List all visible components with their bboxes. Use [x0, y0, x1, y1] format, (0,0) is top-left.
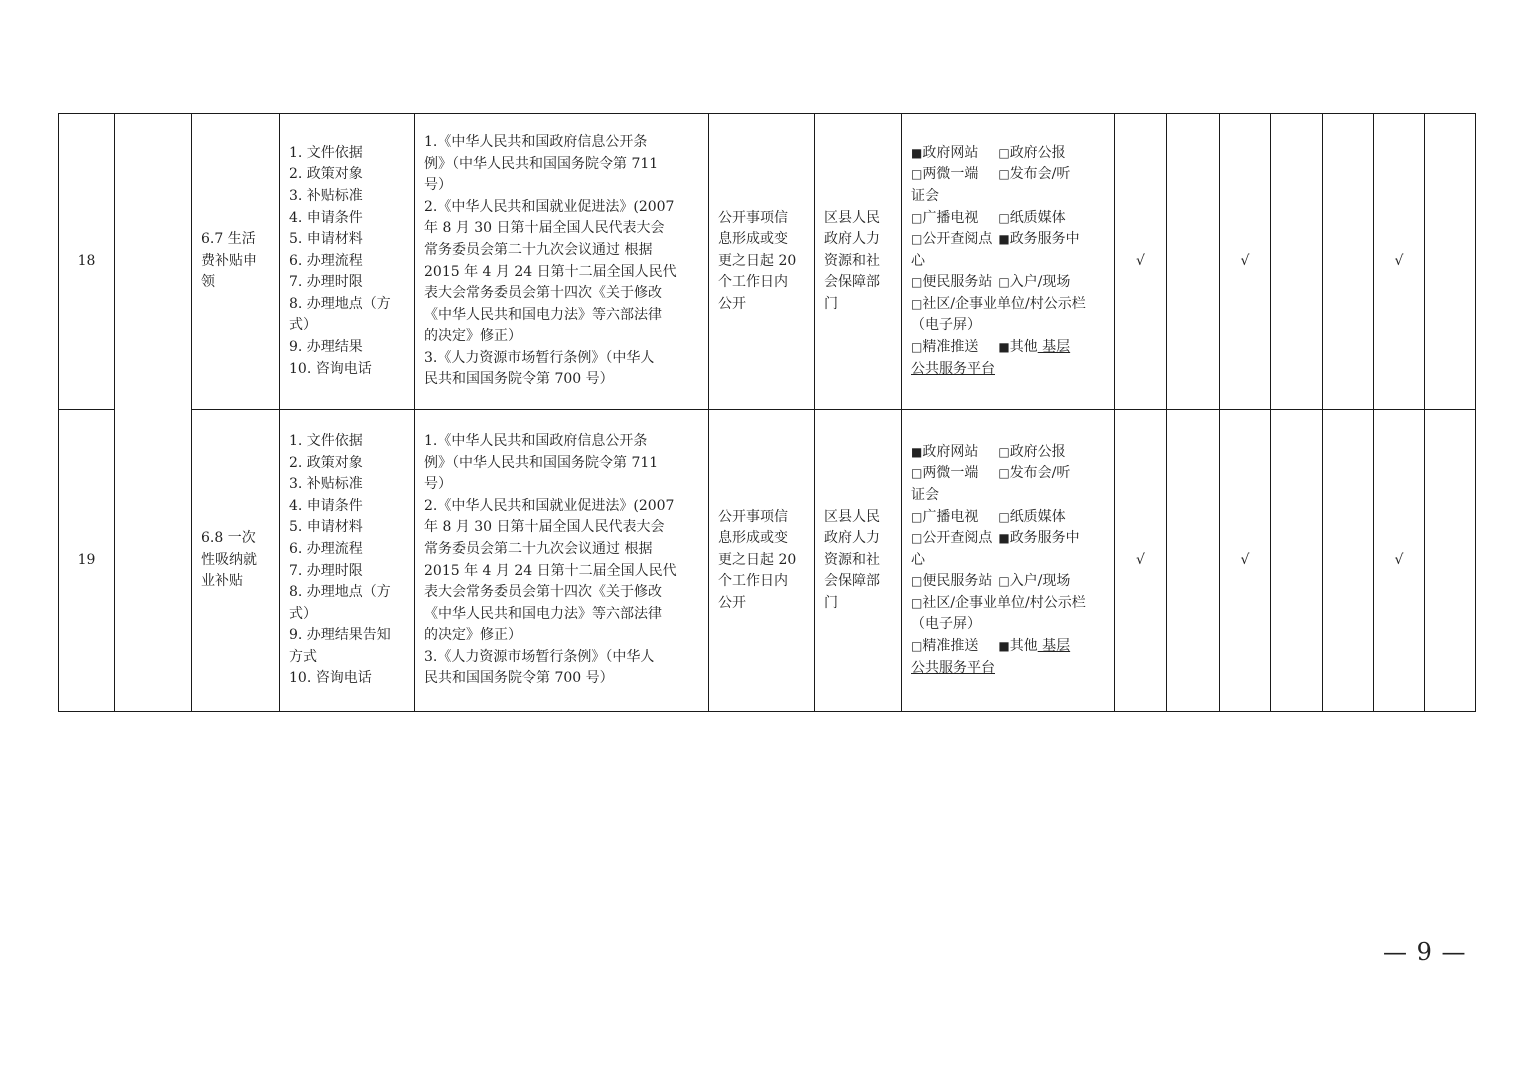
checkbox-icon: □ — [998, 509, 1010, 524]
checkbox-icon: □ — [998, 466, 1010, 481]
checkbox-icon: □ — [998, 167, 1010, 182]
checkbox-icon: □ — [911, 210, 923, 225]
time-limit: 公开事项信 息形成或变 更之日起 20 个工作日内 公开 — [709, 114, 815, 410]
check-mark — [1167, 114, 1220, 410]
checkbox-icon: ■ — [998, 531, 1010, 546]
check-mark: √ — [1220, 410, 1271, 712]
disclosure-contents: 1. 文件依据 2. 政策对象 3. 补贴标准 4. 申请条件 5. 申请材料 6. 办理流程 7. 办理时限 8. 办理地点（方 式） 9. 办理结果告知 方式 10. 咨询电话 — [280, 410, 415, 712]
legal-basis: 1.《中华人民共和国政府信息公开条 例》（中华人民共和国国务院令第 711 号） 2.《中华人民共和国就业促进法》(2007 年 8 月 30 日第十届全国人民代表大会 常务委员会第二十九次会议通过 根据 2015 年 4 月 24 日第十二届全国人民代 表大会常务委员会第十四次《关于修改 《中华人民共和国电力法》等六部法律 的决定》修正） 3.《人力资源市场暂行条例》（中华人 民共和国国务院令第 700 号） — [415, 410, 709, 712]
responsible-subject: 区县人民 政府人力 资源和社 会保障部 门 — [815, 114, 902, 410]
checkbox-icon: □ — [998, 444, 1010, 459]
check-mark — [1425, 114, 1476, 410]
checkbox-icon: □ — [911, 296, 923, 311]
disclosure-contents: 1. 文件依据 2. 政策对象 3. 补贴标准 4. 申请条件 5. 申请材料 6. 办理流程 7. 办理时限 8. 办理地点（方 式） 9. 办理结果 10. 咨询电话 — [280, 114, 415, 410]
checkbox-icon: □ — [911, 639, 923, 654]
category-cell — [115, 114, 192, 712]
checkbox-icon: □ — [911, 167, 923, 182]
responsible-subject: 区县人民 政府人力 资源和社 会保障部 门 — [815, 410, 902, 712]
check-mark — [1271, 410, 1323, 712]
legal-basis: 1.《中华人民共和国政府信息公开条 例》（中华人民共和国国务院令第 711 号） 2.《中华人民共和国就业促进法》(2007 年 8 月 30 日第十届全国人民代表大会 常务委员会第二十九次会议通过 根据 2015 年 4 月 24 日第十二届全国人民代 表大会常务委员会第十四次《关于修改 《中华人民共和国电力法》等六部法律 的决定》修正） 3.《人力资源市场暂行条例》（中华人 民共和国国务院令第 700 号） — [415, 114, 709, 410]
check-mark: √ — [1374, 410, 1425, 712]
time-limit: 公开事项信 息形成或变 更之日起 20 个工作日内 公开 — [709, 410, 815, 712]
checkbox-icon: □ — [911, 340, 923, 355]
check-mark — [1425, 410, 1476, 712]
checkbox-icon: □ — [998, 275, 1010, 290]
row-number: 18 — [59, 114, 115, 410]
check-mark — [1167, 410, 1220, 712]
check-mark — [1323, 410, 1374, 712]
page-number: — 9 — — [1383, 938, 1467, 966]
checkbox-icon: □ — [911, 574, 923, 589]
disclosure-channels: ■政府网站 □政府公报 □两微一端 □发布会/听 证会 □广播电视 □纸质媒体 □公开查阅点 ■政务服务中 心 □便民服务站 □入户/现场 □社区/企事业单位/村公示栏 （电子屏） □精准推送 ■其他 基层 公共服务平台 — [902, 410, 1115, 712]
checkbox-icon: ■ — [998, 340, 1010, 355]
check-mark: √ — [1115, 114, 1167, 410]
checkbox-icon: □ — [911, 509, 923, 524]
checkbox-icon: ■ — [911, 145, 923, 160]
table-row — [59, 410, 1476, 712]
disclosure-channels: ■政府网站 □政府公报 □两微一端 □发布会/听 证会 □广播电视 □纸质媒体 □公开查阅点 ■政务服务中 心 □便民服务站 □入户/现场 □社区/企事业单位/村公示栏 （电子屏） □精准推送 ■其他 基层 公共服务平台 — [902, 114, 1115, 410]
checkbox-icon: ■ — [998, 232, 1010, 247]
checkbox-icon: □ — [911, 531, 923, 546]
check-mark — [1271, 114, 1323, 410]
checkbox-icon: □ — [911, 232, 923, 247]
checkbox-icon: □ — [998, 210, 1010, 225]
check-mark — [1323, 114, 1374, 410]
checkbox-icon: ■ — [911, 444, 923, 459]
check-mark: √ — [1220, 114, 1271, 410]
row-number: 19 — [59, 410, 115, 712]
check-mark: √ — [1374, 114, 1425, 410]
item-name: 6.7 生活 费补贴申 领 — [192, 114, 280, 410]
checkbox-icon: □ — [998, 145, 1010, 160]
checkbox-icon: □ — [911, 466, 923, 481]
checkbox-icon: □ — [911, 275, 923, 290]
checkbox-icon: □ — [998, 574, 1010, 589]
checkbox-icon: □ — [911, 595, 923, 610]
check-mark: √ — [1115, 410, 1167, 712]
item-name: 6.8 一次 性吸纳就 业补贴 — [192, 410, 280, 712]
checkbox-icon: ■ — [998, 639, 1010, 654]
table-row — [59, 114, 1476, 410]
disclosure-table — [58, 113, 1476, 712]
